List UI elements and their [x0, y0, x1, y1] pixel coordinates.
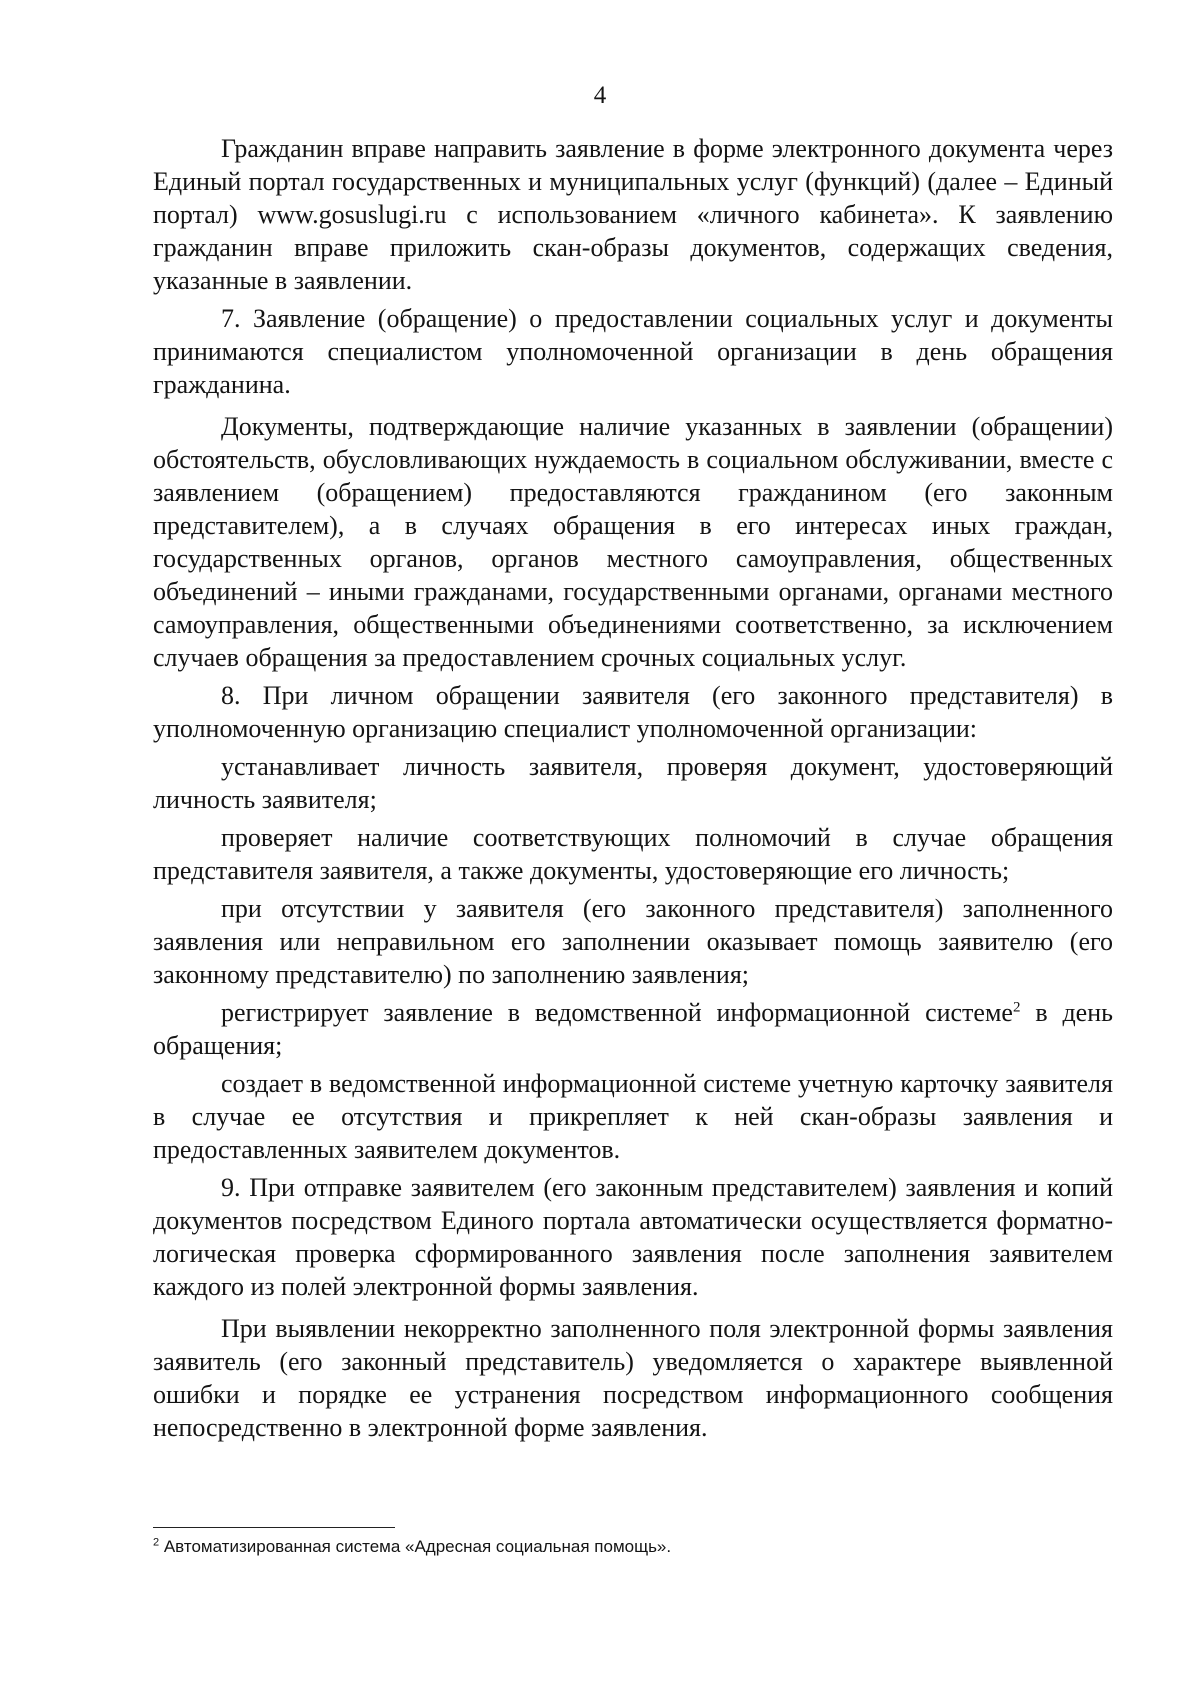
- paragraph-identity: устанавливает личность заявителя, проверяя документ, удостоверяющий личность заявителя;: [153, 752, 1113, 814]
- paragraph-9: 9. При отправке заявителем (его законным представителем) заявления и копий документов посредством Единого портала автоматически осуществляется форматно-логическая проверка сформированного заявления после заполнения заявителем каждого из полей электронной формы заявления.: [153, 1173, 1113, 1301]
- paragraph-7: 7. Заявление (обращение) о предоставлении социальных услуг и документы принимаются специалистом уполномоченной организации в день обращения гражданина.: [153, 304, 1113, 399]
- page-number: 4: [593, 82, 607, 109]
- paragraph-card: создает в ведомственной информационной системе учетную карточку заявителя в случае ее отсутствия и прикрепляет к ней скан-образы заявления и предоставленных заявителем документов.: [153, 1069, 1113, 1164]
- register-text-end: в день обращения;: [153, 998, 1113, 1060]
- footnote-text: Автоматизированная система «Адресная социальная помощь».: [159, 1537, 672, 1556]
- paragraph-8: 8. При личном обращении заявителя (его законного представителя) в уполномоченную организацию специалист уполномоченной организации:: [153, 681, 1113, 743]
- footnote: [153, 1536, 1053, 1558]
- paragraph-documents: Документы, подтверждающие наличие указанных в заявлении (обращении) обстоятельств, обусловливающих нуждаемость в социальном обслуживании, вместе с заявлением (обращением) предоставляются гражданином (его законным представителем), а в случаях обращения в его интересах иных граждан, государственных органов, органов местного самоуправления, общественных объединений – иными гражданами, государственными органами, органами местного самоуправления, общественными объединениями соответственно, за исключением случаев обращения за предоставлением срочных социальных услуг.: [153, 412, 1113, 672]
- footnote-reference: 2: [1012, 999, 1021, 1016]
- document-body: [153, 132, 1113, 1444]
- footnote-divider: [153, 1527, 395, 1528]
- paragraph-errors: При выявлении некорректно заполненного поля электронной формы заявления заявитель (его законный представитель) уведомляется о характере выявленной ошибки и порядке ее устранения посредством информационного сообщения непосредственно в электронной форме заявления.: [153, 1314, 1113, 1442]
- paragraph-help: при отсутствии у заявителя (его законного представителя) заполненного заявления или неправильном его заполнении оказывает помощь заявителю (его законному представителю) по заполнению заявления;: [153, 894, 1113, 989]
- paragraph-powers: проверяет наличие соответствующих полномочий в случае обращения представителя заявителя, а также документы, удостоверяющие его личность;: [153, 823, 1113, 885]
- register-text: регистрирует заявление в ведомственной информационной системе: [221, 998, 1013, 1027]
- paragraph-epgu: Гражданин вправе направить заявление в форме электронного документа через Единый портал государственных и муниципальных услуг (функций) (далее – Единый портал) www.gosuslugi.ru с использованием «личного кабинета». К заявлению гражданин вправе приложить скан-образы документов, содержащих сведения, указанные в заявлении.: [153, 134, 1113, 295]
- footnote-mark: 2: [153, 1536, 160, 1549]
- paragraph-register: [153, 996, 1113, 1062]
